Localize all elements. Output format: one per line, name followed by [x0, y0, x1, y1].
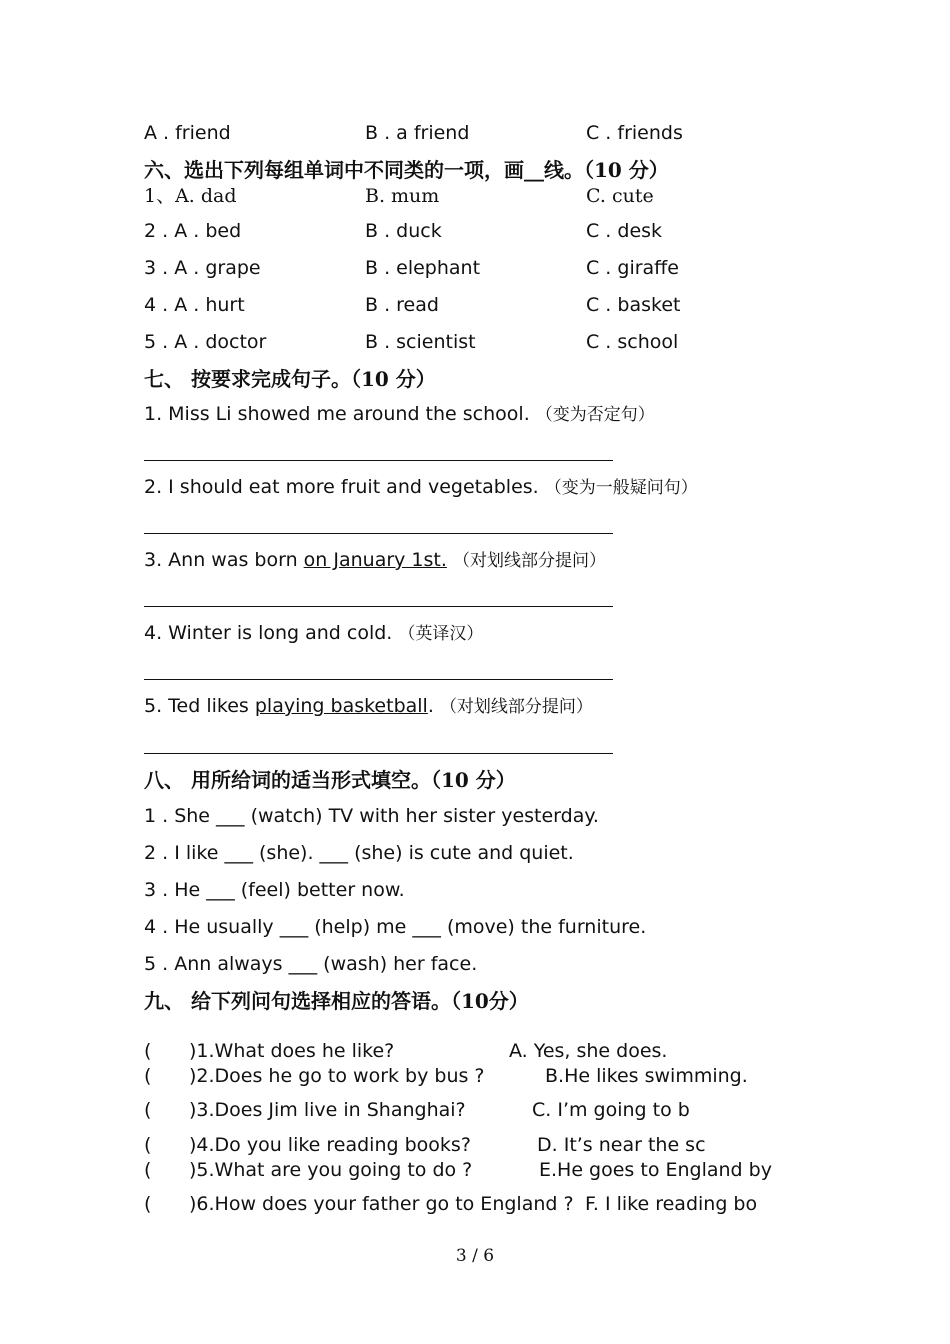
- option-c: C . friends: [586, 122, 683, 144]
- s7-q1: [144, 405, 655, 424]
- s6-row2-a: 2 . A . bed: [144, 220, 242, 242]
- s7-q3-note: （对划线部分提问）: [452, 551, 606, 571]
- s7-q5-post: .: [427, 695, 434, 717]
- s6-row1-b: B. mum: [365, 185, 440, 207]
- s9-question-1: )1.What does he like?: [189, 1040, 395, 1062]
- s7-q2-note: （变为一般疑问句）: [544, 478, 698, 498]
- answer-line[interactable]: [144, 606, 613, 607]
- s6-row3-a: 3 . A . grape: [144, 257, 261, 279]
- s7-q4-text: 4. Winter is long and cold.: [144, 622, 393, 644]
- s6-row4-a: 4 . A . hurt: [144, 294, 245, 316]
- answer-line[interactable]: [144, 533, 613, 534]
- s8-item-5: 5 . Ann always ___ (wash) her face.: [144, 953, 478, 975]
- s6-row5-b: B . scientist: [365, 331, 476, 353]
- s9-paren[interactable]: (: [144, 1099, 152, 1121]
- s6-row4-b: B . read: [365, 294, 439, 316]
- s6-row3-c: C . giraffe: [586, 257, 679, 279]
- s9-question-4: )4.Do you like reading books?: [189, 1134, 471, 1156]
- s9-answer-c: C. I’m going to b: [532, 1099, 690, 1121]
- s8-item-1: 1 . She ___ (watch) TV with her sister yesterday.: [144, 805, 599, 827]
- s6-row2-c: C . desk: [586, 220, 663, 242]
- s9-paren[interactable]: (: [144, 1065, 152, 1087]
- s9-paren[interactable]: (: [144, 1193, 152, 1215]
- s7-q5-underlined: playing basketball: [254, 695, 428, 717]
- s6-row5-a: 5 . A . doctor: [144, 331, 267, 353]
- s6-row1-a: 1、A. dad: [144, 185, 237, 207]
- section9-title: 九、 给下列问句选择相应的答语。（10分）: [144, 989, 529, 1013]
- s7-q3: [144, 551, 606, 570]
- s8-item-3: 3 . He ___ (feel) better now.: [144, 879, 405, 901]
- answer-line[interactable]: [144, 460, 613, 461]
- section6-title: 六、选出下列每组单词中不同类的一项，画__线。（10 分）: [144, 158, 669, 182]
- s7-q5-note: （对划线部分提问）: [439, 697, 593, 717]
- s9-question-5: )5.What are you going to do ?: [189, 1159, 473, 1181]
- option-a: A . friend: [144, 122, 231, 144]
- s9-question-3: )3.Does Jim live in Shanghai?: [189, 1099, 466, 1121]
- s7-q2-text: 2. I should eat more fruit and vegetables.: [144, 476, 539, 498]
- s9-answer-f: F. I like reading bo: [585, 1193, 758, 1215]
- s7-q2: [144, 478, 698, 497]
- s6-row2-b: B . duck: [365, 220, 442, 242]
- s9-answer-d: D. It’s near the sc: [537, 1134, 706, 1156]
- s7-q1-note: （变为否定句）: [535, 405, 655, 425]
- s7-q4: [144, 624, 483, 643]
- s6-row5-c: C . school: [586, 331, 679, 353]
- s7-q3-text: 3. Ann was born: [144, 549, 304, 571]
- section8-title: 八、 用所给词的适当形式填空。（10 分）: [144, 768, 516, 792]
- s8-item-2: 2 . I like ___ (she). ___ (she) is cute and quiet.: [144, 842, 574, 864]
- s7-q4-note: （英译汉）: [398, 624, 484, 644]
- s7-q5: [144, 697, 593, 716]
- s6-row3-b: B . elephant: [365, 257, 481, 279]
- section7-title: 七、 按要求完成句子。（10 分）: [144, 367, 436, 391]
- s9-answer-a: A. Yes, she does.: [509, 1040, 668, 1062]
- s6-row1-c: C. cute: [586, 185, 654, 207]
- s9-paren[interactable]: (: [144, 1159, 152, 1181]
- answer-line[interactable]: [144, 679, 613, 680]
- s9-paren[interactable]: (: [144, 1040, 152, 1062]
- s9-question-2: )2.Does he go to work by bus ?: [189, 1065, 485, 1087]
- s7-q3-underlined: on January 1st.: [303, 549, 447, 571]
- s7-q5-text: 5. Ted likes: [144, 695, 255, 717]
- page-number: 3 / 6: [455, 1246, 495, 1266]
- s9-answer-e: E.He goes to England by: [539, 1159, 772, 1181]
- s6-row4-c: C . basket: [586, 294, 681, 316]
- s9-question-6: )6.How does your father go to England ?: [189, 1193, 574, 1215]
- s8-item-4: 4 . He usually ___ (help) me ___ (move) the furniture.: [144, 916, 647, 938]
- s9-answer-b: B.He likes swimming.: [545, 1065, 748, 1087]
- s9-paren[interactable]: (: [144, 1134, 152, 1156]
- s7-q1-text: 1. Miss Li showed me around the school.: [144, 403, 530, 425]
- option-b: B . a friend: [365, 122, 470, 144]
- answer-line[interactable]: [144, 753, 613, 754]
